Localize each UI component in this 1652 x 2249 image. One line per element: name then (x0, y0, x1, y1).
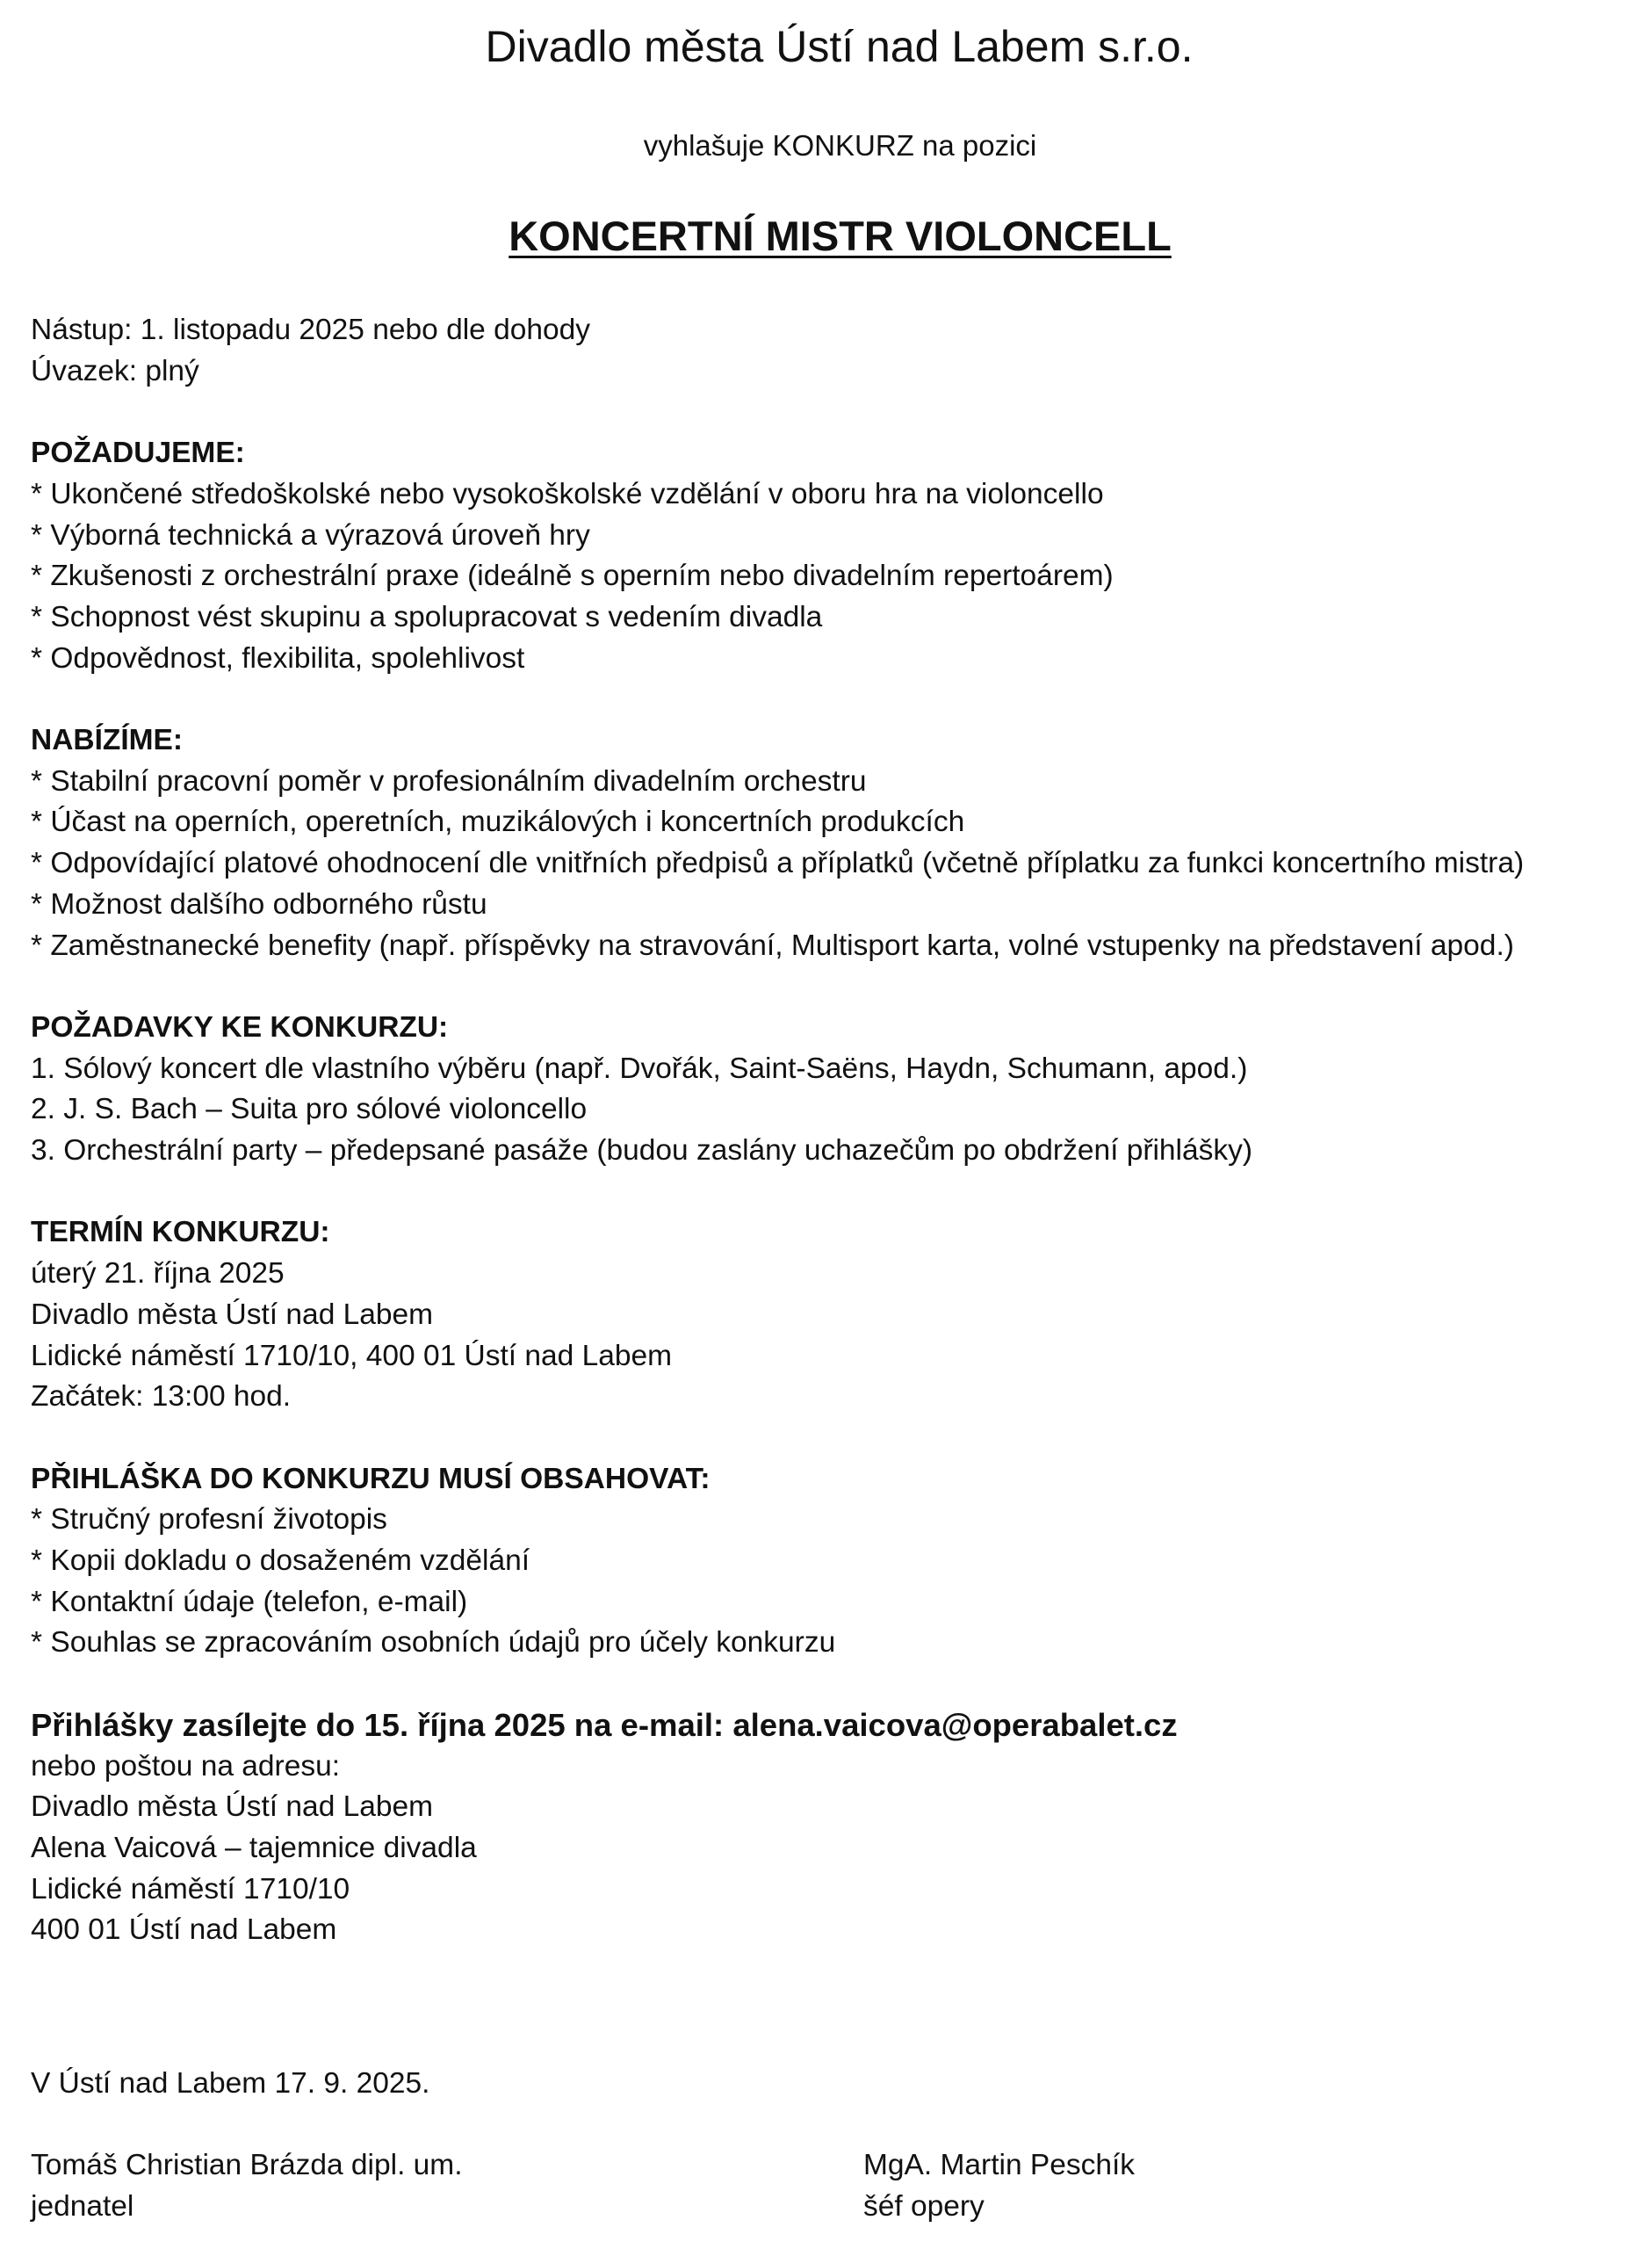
list-item: * Souhlas se zpracováním osobních údajů pro účely konkurzu (31, 1626, 836, 1660)
list-item: * Odpovědnost, flexibilita, spolehlivost (31, 641, 525, 675)
signatory-left-role: jednatel (31, 2190, 134, 2224)
audition-requirements-heading: POŽADAVKY KE KONKURZU: (31, 1010, 449, 1044)
list-item: * Kopii dokladu o dosaženém vzdělání (31, 1544, 530, 1578)
list-item: * Kontaktní údaje (telefon, e-mail) (31, 1585, 468, 1618)
signatory-right-role: šéf opery (863, 2190, 985, 2224)
workload: Úvazek: plný (31, 354, 199, 387)
audition-date-line: úterý 21. října 2025 (31, 1257, 285, 1291)
list-item: * Zaměstnanecké benefity (např. příspěvky na stravování, Multisport karta, volné vstupenky na představení apod.) (31, 929, 1514, 962)
list-item: * Možnost dalšího odborného růstu (31, 887, 487, 921)
list-item: 1. Sólový koncert dle vlastního výběru (např. Dvořák, Saint-Saëns, Haydn, Schumann, apod.) (31, 1052, 1248, 1085)
place-and-date: V Ústí nad Labem 17. 9. 2025. (31, 2067, 430, 2101)
list-item: * Zkušenosti z orchestrální praxe (ideálně s operním nebo divadelním repertoárem) (31, 560, 1114, 593)
organization-title: Divadlo města Ústí nad Labem s.r.o. (485, 22, 1194, 71)
list-item: * Stabilní pracovní poměr v profesionálním divadelním orchestru (31, 764, 867, 798)
list-item: * Stručný profesní životopis (31, 1503, 387, 1537)
signature-roles-row (31, 2187, 1629, 2228)
list-item: 3. Orchestrální party – předepsané pasáže (budou zaslány uchazečům po obdržení přihlášky) (31, 1134, 1253, 1168)
signature-names-row (31, 2145, 1629, 2187)
signatory-right-name: MgA. Martin Peschík (863, 2149, 1136, 2182)
signatory-left-name: Tomáš Christian Brázda dipl. um. (31, 2149, 463, 2182)
list-item: * Výborná technická a výrazová úroveň hry (31, 518, 590, 552)
address-line: Lidické náměstí 1710/10 (31, 1872, 350, 1906)
announcement-line: vyhlašuje KONKURZ na pozici (643, 129, 1037, 162)
audition-date-line: Začátek: 13:00 hod. (31, 1380, 292, 1414)
application-heading: PŘIHLÁŠKA DO KONKURZU MUSÍ OBSAHOVAT: (31, 1462, 711, 1495)
address-line: Alena Vaicová – tajemnice divadla (31, 1831, 477, 1864)
list-item: * Ukončené středoškolské nebo vysokoškolské vzdělání v oboru hra na violoncello (31, 477, 1104, 510)
submission-deadline: Přihlášky zasílejte do 15. října 2025 na e-mail: alena.vaicova@operabalet.cz (31, 1706, 1178, 1743)
position-title-text: KONCERTNÍ MISTR VIOLONCELL (509, 213, 1172, 259)
address-line: Divadlo města Ústí nad Labem (31, 1790, 434, 1824)
audition-date-heading: TERMÍN KONKURZU: (31, 1216, 330, 1249)
audition-date-line: Lidické náměstí 1710/10, 400 01 Ústí nad Labem (31, 1339, 673, 1372)
list-item: * Schopnost vést skupinu a spolupracovat s vedením divadla (31, 600, 823, 633)
position-title (0, 207, 1652, 265)
address-line: 400 01 Ústí nad Labem (31, 1913, 337, 1947)
start-date: Nástup: 1. listopadu 2025 nebo dle dohody (31, 314, 590, 346)
list-item: 2. J. S. Bach – Suita pro sólové violoncello (31, 1093, 588, 1126)
list-item: * Odpovídající platové ohodnocení dle vnitřních předpisů a příplatků (včetně příplatku za funkci koncertního mistra) (31, 847, 1525, 880)
offer-heading: NABÍZÍME: (31, 724, 184, 756)
list-item: * Účast na operních, operetních, muzikálových i koncertních produkcích (31, 806, 965, 839)
audition-date-line: Divadlo města Ústí nad Labem (31, 1298, 434, 1331)
document-body (31, 310, 1629, 2228)
address-line: nebo poštou na adresu: (31, 1749, 341, 1783)
requirements-heading: POŽADUJEME: (31, 437, 245, 470)
